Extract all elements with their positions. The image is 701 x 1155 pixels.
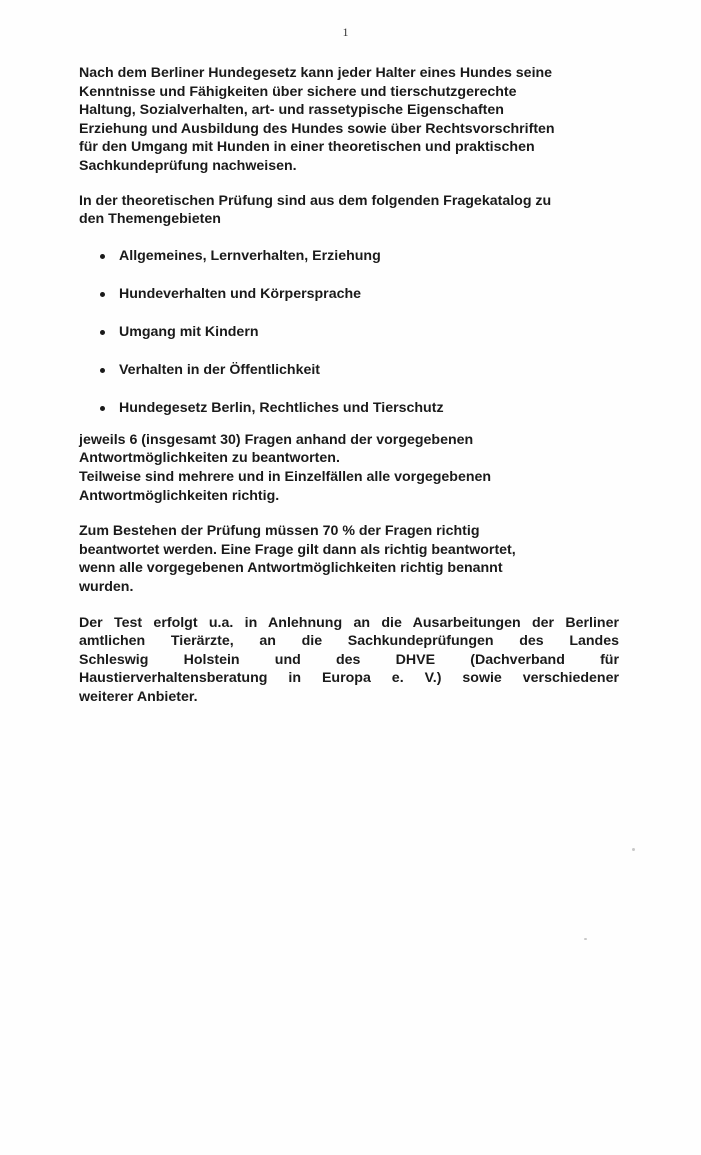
sources-line: weiterer Anbieter. bbox=[79, 688, 198, 705]
bullet-icon bbox=[100, 406, 105, 411]
passing-line: Zum Bestehen der Prüfung müssen 70 % der Fragen richtig bbox=[79, 523, 480, 540]
topic-label: Umgang mit Kindern bbox=[119, 323, 259, 340]
topic-list-item bbox=[79, 361, 619, 380]
sources-line: amtlichen Tierärzte, an die Sachkundeprüfungen des Landes bbox=[79, 633, 619, 650]
bullet-icon bbox=[100, 292, 105, 297]
document-body bbox=[79, 64, 619, 706]
topic-list-item bbox=[79, 247, 619, 266]
topic-list-item bbox=[79, 399, 619, 418]
questions-line: Teilweise sind mehrere und in Einzelfällen alle vorgegebenen bbox=[79, 468, 492, 485]
bullet-icon bbox=[100, 368, 105, 373]
questions-line: Antwortmöglichkeiten richtig. bbox=[79, 487, 280, 504]
scan-speck bbox=[632, 848, 635, 851]
scan-speck bbox=[584, 938, 587, 940]
sources-line: Der Test erfolgt u.a. in Anlehnung an die Ausarbeitungen der Berliner bbox=[79, 614, 619, 631]
questions-paragraph bbox=[79, 431, 619, 505]
questions-line: jeweils 6 (insgesamt 30) Fragen anhand der vorgegebenen bbox=[79, 431, 474, 448]
page-number: 1 bbox=[342, 25, 349, 39]
topic-label: Hundegesetz Berlin, Rechtliches und Tierschutz bbox=[119, 399, 444, 416]
bullet-icon bbox=[100, 254, 105, 259]
theory-line: den Themengebieten bbox=[79, 211, 221, 228]
intro-line: für den Umgang mit Hunden in einer theoretischen und praktischen bbox=[79, 139, 535, 156]
passing-line: beantwortet werden. Eine Frage gilt dann als richtig beantwortet, bbox=[79, 541, 516, 558]
theory-line: In der theoretischen Prüfung sind aus dem folgenden Fragekatalog zu bbox=[79, 192, 552, 209]
topic-label: Verhalten in der Öffentlichkeit bbox=[119, 361, 321, 378]
sources-paragraph bbox=[79, 614, 619, 707]
topic-list-item bbox=[79, 323, 619, 342]
bullet-icon bbox=[100, 330, 105, 335]
topic-list-item bbox=[79, 285, 619, 304]
topic-label: Hundeverhalten und Körpersprache bbox=[119, 285, 362, 302]
passing-line: wurden. bbox=[79, 578, 134, 595]
intro-line: Kenntnisse und Fähigkeiten über sichere und tierschutzgerechte bbox=[79, 83, 517, 100]
intro-line: Nach dem Berliner Hundegesetz kann jeder Halter eines Hundes seine bbox=[79, 65, 553, 81]
theory-paragraph bbox=[79, 192, 619, 229]
intro-line: Erziehung und Ausbildung des Hundes sowie über Rechtsvorschriften bbox=[79, 120, 555, 137]
questions-line: Antwortmöglichkeiten zu beantworten. bbox=[79, 450, 340, 467]
intro-paragraph bbox=[79, 64, 619, 176]
sources-line: Schleswig Holstein und des DHVE (Dachverband für bbox=[79, 651, 619, 668]
intro-line: Sachkundeprüfung nachweisen. bbox=[79, 157, 297, 174]
topic-label: Allgemeines, Lernverhalten, Erziehung bbox=[119, 247, 381, 264]
passing-line: wenn alle vorgegebenen Antwortmöglichkeiten richtig benannt bbox=[79, 560, 503, 577]
topic-list bbox=[79, 247, 619, 418]
passing-paragraph bbox=[79, 522, 619, 596]
intro-line: Haltung, Sozialverhalten, art- und rassetypische Eigenschaften bbox=[79, 102, 504, 119]
sources-line: Haustierverhaltensberatung in Europa e. V.) sowie verschiedener bbox=[79, 670, 619, 687]
